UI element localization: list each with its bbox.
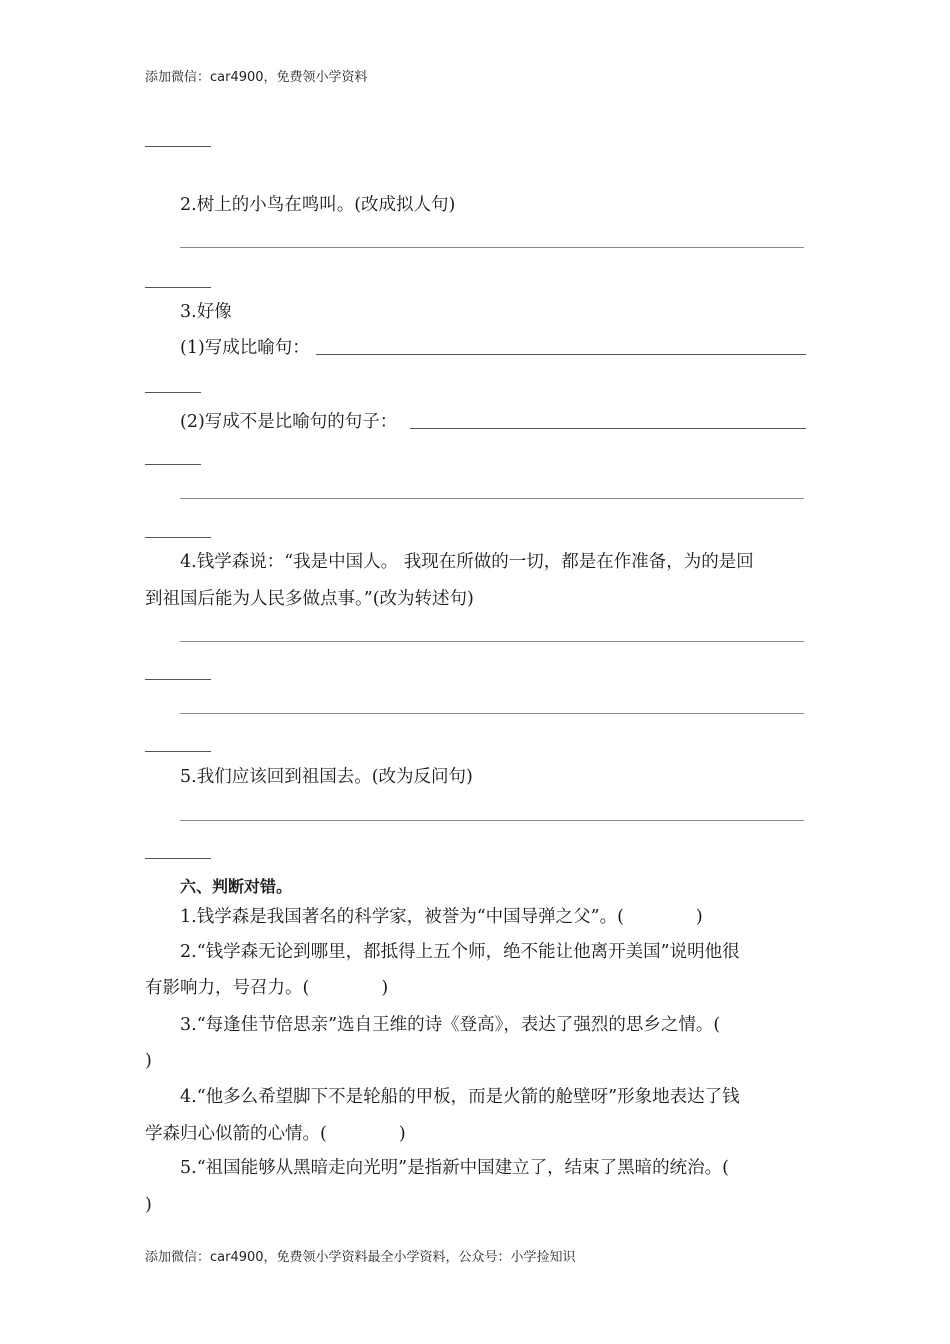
- question-5: 5.我们应该回到祖国去。(改为反问句): [180, 767, 473, 787]
- answer-line[interactable]: [410, 428, 806, 429]
- answer-line[interactable]: [180, 641, 804, 642]
- judge-item-4-line2: [145, 1122, 406, 1146]
- judge-item-4-line1: 4.“他多么希望脚下不是轮船的甲板，而是火箭的舱壁呀”形象地表达了钱: [180, 1087, 740, 1107]
- close-paren: ): [695, 907, 703, 927]
- judge-item-2-line2: [145, 976, 388, 1000]
- close-paren: ): [398, 1124, 406, 1144]
- judge-item-text: 1.钱学森是我国著名的科学家，被誉为“中国导弹之父”。(: [180, 907, 624, 927]
- judge-item-5-line1: 5.“祖国能够从黑暗走向光明”是指新中国建立了，结束了黑暗的统治。(: [180, 1158, 729, 1178]
- answer-line-tail: [145, 751, 211, 752]
- answer-line[interactable]: [180, 247, 804, 248]
- page-footer: 添加微信：car4900，免费领小学资料最全小学资料，公众号：小学捡知识: [145, 1250, 576, 1265]
- judge-item-3-line1: 3.“每逢佳节倍思亲”选自王维的诗《登高》，表达了强烈的思乡之情。(: [180, 1015, 721, 1035]
- judge-item-2-line1: 2.“钱学森无论到哪里，都抵得上五个师，绝不能让他离开美国”说明他很: [180, 942, 740, 962]
- judge-item-1: [180, 905, 703, 929]
- answer-line-tail: [145, 537, 211, 538]
- answer-line-tail: [145, 464, 201, 465]
- judge-item-text: 学森归心似箭的心情。(: [145, 1124, 327, 1144]
- question-3-sub2: (2)写成不是比喻句的句子：: [180, 412, 398, 432]
- judge-item-text: 有影响力，号召力。(: [145, 978, 310, 998]
- question-4-line2: 到祖国后能为人民多做点事。”(改为转述句): [145, 589, 474, 609]
- answer-line-tail: [145, 679, 211, 680]
- answer-line[interactable]: [180, 713, 804, 714]
- answer-line[interactable]: [316, 354, 806, 355]
- question-4-line1: 4.钱学森说：“我是中国人。 我现在所做的一切，都是在作准备，为的是回: [180, 552, 754, 572]
- close-paren: ): [381, 978, 389, 998]
- answer-line[interactable]: [180, 820, 804, 821]
- judge-item-5-line2[interactable]: ): [145, 1195, 152, 1215]
- section-heading: 六、判断对错。: [180, 877, 293, 896]
- answer-line-tail: [145, 146, 211, 147]
- answer-line-tail: [145, 392, 201, 393]
- answer-line[interactable]: [180, 498, 804, 499]
- page-header: 添加微信：car4900，免费领小学资料: [145, 70, 368, 85]
- answer-line-tail: [145, 287, 211, 288]
- question-2: 2.树上的小鸟在鸣叫。(改成拟人句): [180, 195, 456, 215]
- question-3-sub1: (1)写成比喻句：: [180, 338, 310, 358]
- judge-item-3-line2[interactable]: ): [145, 1051, 152, 1071]
- answer-line-tail: [145, 858, 211, 859]
- question-3-title: 3.好像: [180, 302, 232, 322]
